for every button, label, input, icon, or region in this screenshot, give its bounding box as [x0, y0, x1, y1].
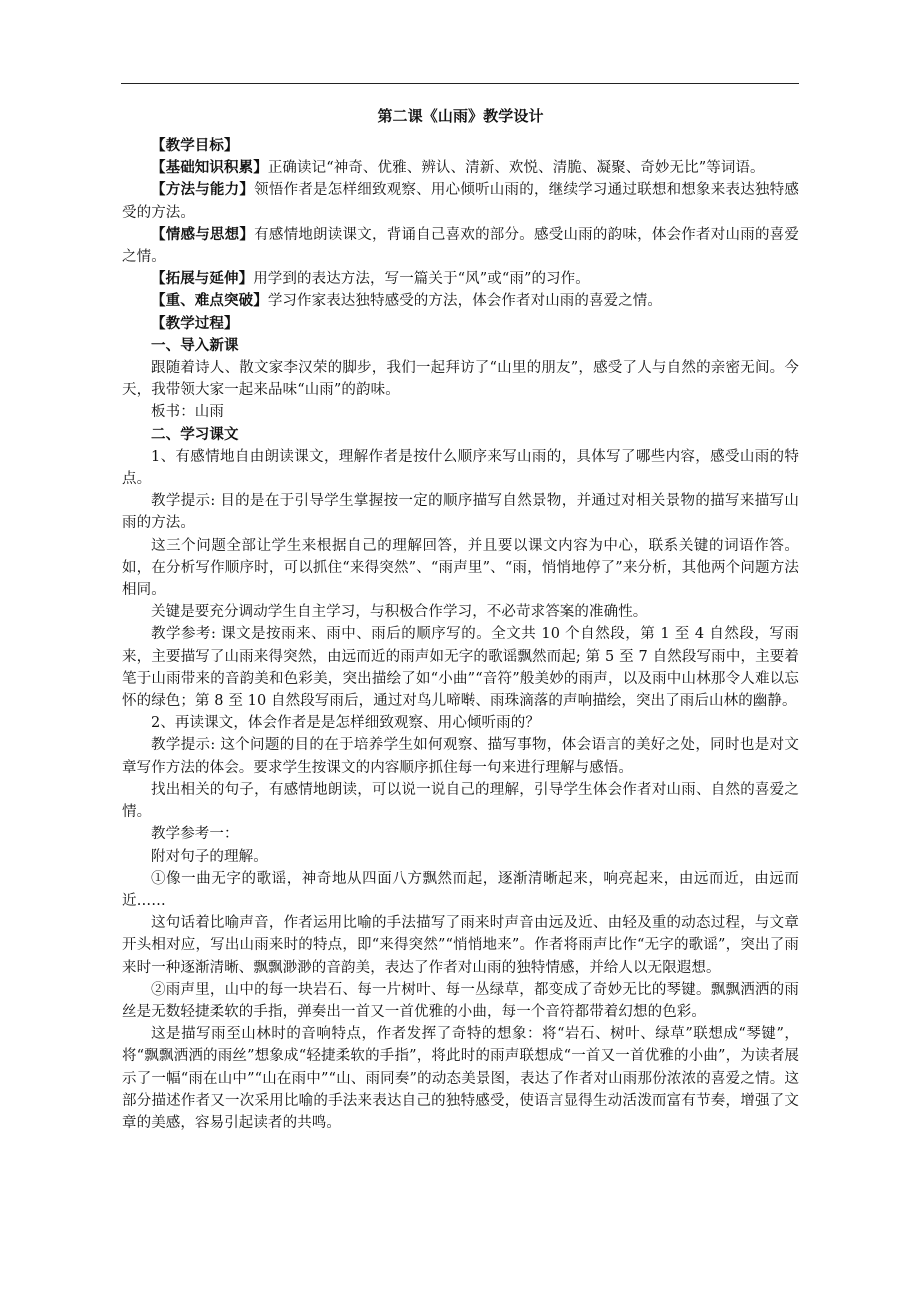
goal-key-label: 【重、难点突破】 — [151, 293, 268, 310]
goal-extension-label: 【拓展与延伸】 — [151, 271, 254, 288]
section2-paragraph: 教学提示: 这个问题的目的在于培养学生如何观察、描写事物，体会语言的美好之处，同时也是对文章写作方法的体会。要求学生按课文的内容顺序抓住每一句来进行理解与感悟。 — [122, 737, 799, 776]
goal-key — [122, 290, 799, 312]
process-heading: 【教学过程】 — [151, 315, 239, 332]
section2-paragraph: 这三个问题全部让学生来根据自己的理解回答，并且要以课文内容为中心，联系关键的词语作答。如，在分析写作顺序时，可以抓住“来得突然”、“雨声里”、“雨，悄悄地停了”来分析，其他两个问题方法相同。 — [122, 537, 799, 599]
goal-extension-text: 用学到的表达方法，写一篇关于“风”或“雨”的习作。 — [253, 271, 590, 288]
goal-method — [122, 179, 799, 223]
goal-method-text: 领悟作者是怎样细致观察、用心倾听山雨的，继续学习通过联想和想象来表达独特感受的方法。 — [122, 182, 800, 221]
goal-emotion-text: 有感情地朗读课文，背诵自己喜欢的部分。感受山雨的韵味，体会作者对山雨的喜爱之情。 — [122, 226, 800, 266]
goals-heading: 【教学目标】 — [151, 138, 239, 154]
section2-paragraph: ②雨声里，山中的每一块岩石、每一片树叶、每一丛绿草，都变成了奇妙无比的琴键。飘飘洒洒的雨丝是无数轻捷柔软的手指，弹奏出一首又一首优雅的小曲，每一个音符都带着幻想的色彩。 — [122, 981, 799, 1020]
section1-heading: 一、导入新课 — [151, 337, 239, 354]
goal-method-label: 【方法与能力】 — [151, 182, 255, 199]
section2-paragraph: 2、再读课文，体会作者是是怎样细致观察、用心倾听雨的？ — [151, 715, 540, 732]
goal-extension — [122, 268, 799, 290]
goal-emotion-label: 【情感与思想】 — [151, 226, 255, 243]
section2-paragraph: 教学参考: 课文是按雨来、雨中、雨后的顺序写的。全文共 10 个自然段，第 1 至 4 自然段，写雨来，主要描写了山雨来得突然，由远而近的雨声如无字的歌谣飘然而起; 第 5 至 7 自然段写雨中，主要着笔于山雨带来的音韵美和色彩美，突出描绘了如“小曲”“音符”般美妙的雨声，以及雨中山林那令人难以忘怀的绿色；第 8 至 10 自然段写雨后，通过对鸟儿啼啭、雨珠滴落的声响描绘，突出了雨后山林的幽静。 — [122, 626, 799, 710]
section1-paragraph: 跟随着诗人、散文家李汉荣的脚步，我们一起拜访了“山里的朋友”，感受了人与自然的亲密无间。今天，我带领大家一起来品味“山雨”的韵味。 — [122, 360, 799, 399]
section2-paragraph: 1、有感情地自由朗读课文，理解作者是按什么顺序来写山雨的，具体写了哪些内容，感受山雨的特点。 — [122, 448, 799, 488]
section2-paragraph: 找出相关的句子，有感情地朗读，可以说一说自己的理解，引导学生体会作者对山雨、自然的喜爱之情。 — [122, 781, 799, 821]
header-rule — [121, 83, 799, 84]
document-title: 第二课《山雨》教学设计 — [377, 107, 544, 125]
goal-emotion — [122, 224, 799, 268]
document-body — [122, 101, 799, 1134]
section2-paragraph: 这是描写雨至山林时的音响特点，作者发挥了奇特的想象：将“岩石、树叶、绿草”联想成“琴键”，将“飘飘洒洒的雨丝”想象成“轻捷柔软的手指”，将此时的雨声联想成“一首又一首优雅的小曲”，为读者展示了一幅“雨在山中”“山在雨中”“山、雨同奏”的动态美景图，表达了作者对山雨那份浓浓的喜爱之情。这部分描述作者又一次采用比喻的手法来表达自己的独特感受，使语言显得生动活泼而富有节奏，增强了文章的美感，容易引起读者的共鸣。 — [122, 1026, 799, 1131]
section2-heading: 二、学习课文 — [151, 426, 239, 443]
section2-paragraph: 附对句子的理解。 — [151, 848, 268, 865]
section2-paragraph: 教学参考一： — [151, 826, 239, 843]
section1-board: 板书：山雨 — [151, 404, 224, 421]
section2-paragraph: ①像一曲无字的歌谣，神奇地从四面八方飘然而起，逐渐清晰起来，响亮起来，由远而近，由远而近…… — [122, 870, 799, 909]
goal-basic — [122, 157, 799, 179]
section2-paragraph: 教学提示: 目的是在于引导学生掌握按一定的顺序描写自然景物，并通过对相关景物的描写来描写山雨的方法。 — [122, 493, 799, 532]
section2-paragraph: 关键是要充分调动学生自主学习，与积极合作学习，不必苛求答案的准确性。 — [151, 604, 648, 621]
goal-key-text: 学习作家表达独特感受的方法，体会作者对山雨的喜爱之情。 — [267, 293, 663, 310]
goal-basic-text: 正确读记“神奇、优雅、辨认、清新、欢悦、清脆、凝聚、奇妙无比”等词语。 — [267, 160, 765, 177]
section2-paragraph: 这句话着比喻声音，作者运用比喻的手法描写了雨来时声音由远及近、由轻及重的动态过程，与文章开头相对应，写出山雨来时的特点，即“来得突然”“悄悄地来”。作者将雨声比作“无字的歌谣”，突出了雨来时一种逐渐清晰、飘飘渺渺的音韵美，表达了作者对山雨的独特情感，并给人以无限遐想。 — [122, 915, 799, 976]
goal-basic-label: 【基础知识积累】 — [151, 160, 268, 177]
